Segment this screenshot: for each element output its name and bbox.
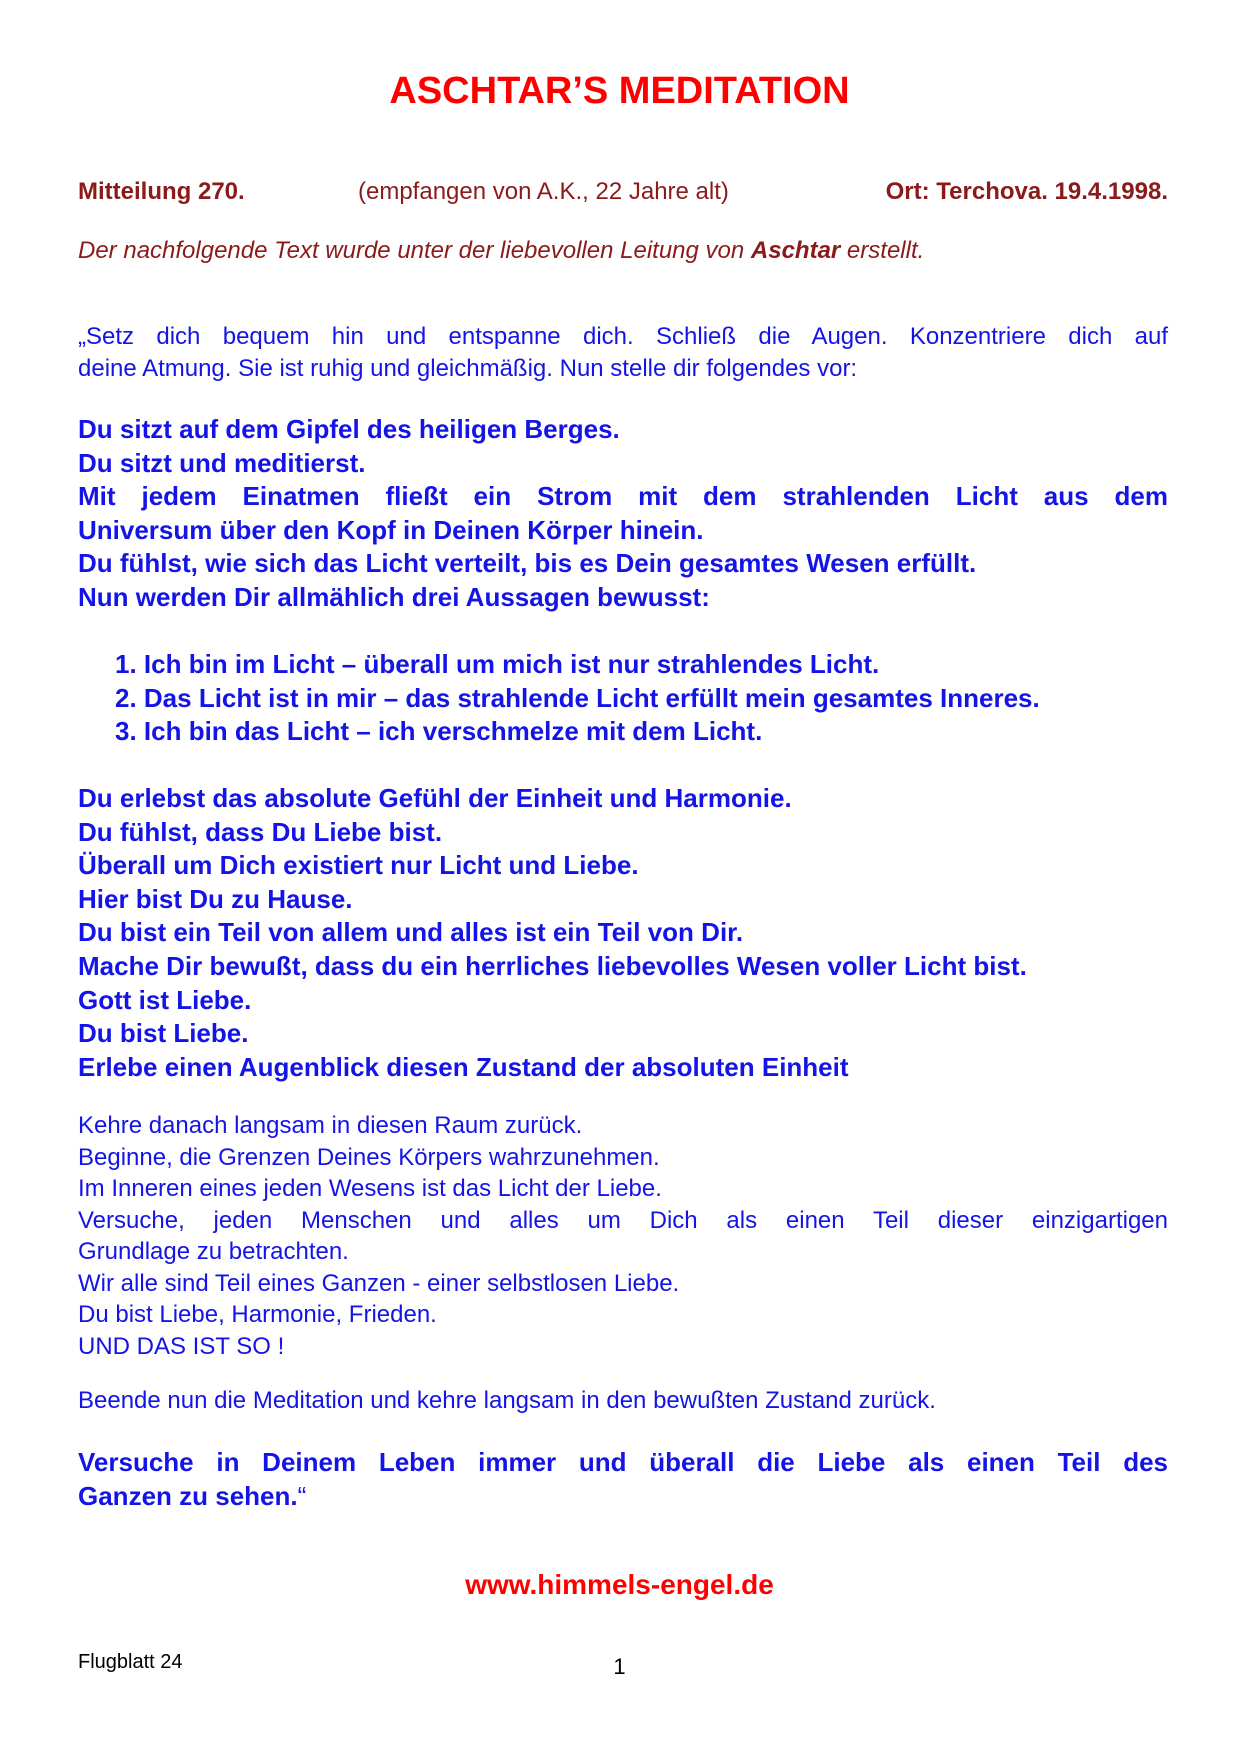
return-line: Du bist Liebe, Harmonie, Frieden. <box>78 1301 437 1328</box>
message-number: Mitteilung 270. <box>78 178 245 205</box>
opening-line: „Setz dich bequem hin und entspanne dich. Schließ die Augen. Konzentriere dich auf <box>78 323 1168 350</box>
message-received: (empfangen von A.K., 22 Jahre alt) <box>358 178 729 205</box>
meditation-line: Hier bist Du zu Hause. <box>78 883 353 914</box>
return-line: UND DAS IST SO ! <box>78 1332 285 1360</box>
meditation-line: Nun werden Dir allmählich drei Aussagen bewusst: <box>78 581 710 612</box>
website-link[interactable]: www.himmels-engel.de <box>465 1569 774 1600</box>
meditation-block-1 <box>78 413 1168 615</box>
return-line: Beginne, die Grenzen Deines Körpers wahrzunehmen. <box>78 1143 660 1171</box>
page-number: 1 <box>613 1654 626 1679</box>
meditation-line: Du bist ein Teil von allem und alles ist ein Teil von Dir. <box>78 917 744 948</box>
meditation-line: Du erlebst das absolute Gefühl der Einheit und Harmonie. <box>78 783 792 813</box>
statement-item: 3. Ich bin das Licht – ich verschmelze mit dem Licht. <box>115 716 763 747</box>
intro-before: Der nachfolgende Text wurde unter der liebevollen Leitung von <box>78 237 751 264</box>
three-statements-list <box>78 648 1205 749</box>
leaflet-label: Flugblatt 24 <box>78 1651 183 1673</box>
return-line: Wir alle sind Teil eines Ganzen - einer selbstlosen Liebe. <box>78 1269 680 1297</box>
final-line-text: Ganzen zu sehen. <box>78 1480 298 1511</box>
meditation-line: Gott ist Liebe. <box>78 984 252 1015</box>
meditation-line: Universum über den Kopf in Deinen Körper hinein. <box>78 514 704 545</box>
meditation-line: Du sitzt und meditierst. <box>78 447 366 478</box>
meditation-line: Überall um Dich existiert nur Licht und Liebe. <box>78 850 639 881</box>
final-line <box>78 1480 1168 1514</box>
meditation-line: Du fühlst, wie sich das Licht verteilt, bis es Dein gesamtes Wesen erfüllt. <box>78 548 977 579</box>
opening-line: deine Atmung. Sie ist ruhig und gleichmäßig. Nun stelle dir folgendes vor: <box>78 354 858 382</box>
meditation-block-2 <box>78 782 1168 1084</box>
intro-name: Aschtar <box>750 237 841 264</box>
final-line: Versuche in Deinem Leben immer und überall die Liebe als einen Teil des <box>78 1447 1168 1477</box>
intro-note <box>78 236 1168 266</box>
meditation-line: Du sitzt auf dem Gipfel des heiligen Berges. <box>78 414 620 444</box>
message-meta <box>78 177 1168 207</box>
closing-paragraph <box>78 1385 1168 1417</box>
return-line: Im Inneren eines jeden Wesens ist das Licht der Liebe. <box>78 1175 662 1202</box>
statement-item: 1. Ich bin im Licht – überall um mich ist nur strahlendes Licht. <box>115 649 880 679</box>
return-paragraph <box>78 1110 1168 1362</box>
meditation-line: Mit jedem Einatmen fließt ein Strom mit dem strahlenden Licht aus dem <box>78 481 1168 512</box>
meditation-line: Du bist Liebe. <box>78 1018 249 1049</box>
return-line: Grundlage zu betrachten. <box>78 1238 349 1265</box>
document-title: ASCHTAR’S MEDITATION <box>389 70 850 112</box>
meditation-line: Du fühlst, dass Du Liebe bist. <box>78 816 443 847</box>
closing-line: Beende nun die Meditation und kehre langsam in den bewußten Zustand zurück. <box>78 1387 936 1414</box>
intro-after: erstellt. <box>840 237 925 264</box>
return-line: Versuche, jeden Menschen und alles um Dich als einen Teil dieser einzigartigen <box>78 1206 1168 1234</box>
meditation-line: Mache Dir bewußt, dass du ein herrliches liebevolles Wesen voller Licht bist. <box>78 950 1027 981</box>
statement-item: 2. Das Licht ist in mir – das strahlende Licht erfüllt mein gesamtes Inneres. <box>115 682 1040 713</box>
opening-paragraph <box>78 321 1168 384</box>
meditation-line: Erlebe einen Augenblick diesen Zustand der absoluten Einheit <box>78 1051 849 1082</box>
closing-quote-mark: “ <box>297 1480 307 1511</box>
message-place-date: Ort: Terchova. 19.4.1998. <box>885 178 1168 205</box>
final-paragraph <box>78 1446 1168 1513</box>
return-line: Kehre danach langsam in diesen Raum zurück. <box>78 1112 583 1139</box>
